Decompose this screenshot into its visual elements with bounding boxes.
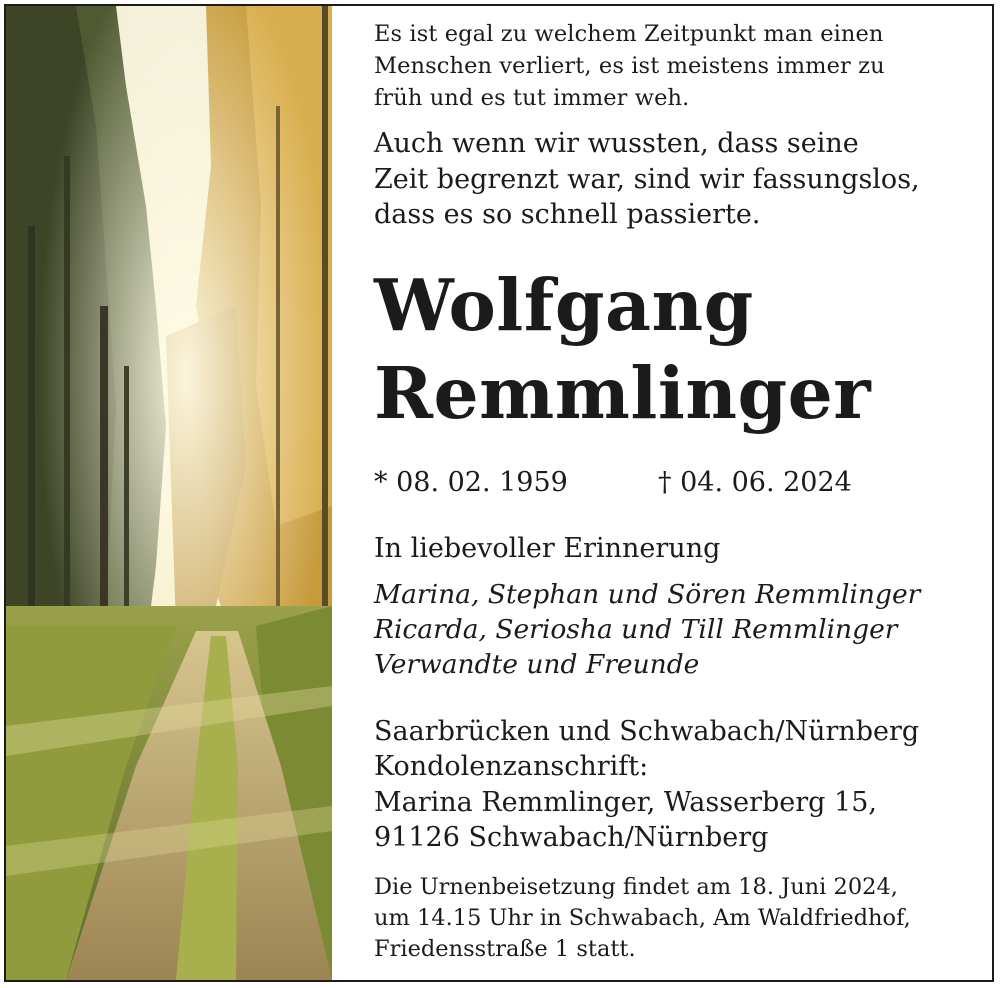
intro-line: dass es so schnell passierte. (374, 199, 761, 230)
last-name: Remmlinger (374, 350, 872, 435)
address-line: Saarbrücken und Schwabach/Nürnberg (374, 715, 920, 747)
quote-block (374, 18, 974, 114)
death-date: † 04. 06. 2024 (658, 466, 852, 498)
funeral-info (374, 872, 974, 965)
funeral-line: um 14.15 Uhr in Schwabach, Am Waldfriedhof, (374, 904, 911, 931)
obituary-text (374, 18, 974, 965)
obituary-frame (4, 4, 994, 982)
intro-line: Auch wenn wir wussten, dass seine (374, 128, 859, 159)
mourner-line: Verwandte und Freunde (374, 648, 700, 680)
life-dates (374, 463, 974, 503)
quote-line: Es ist egal zu welchem Zeitpunkt man einen (374, 21, 884, 47)
funeral-line: Die Urnenbeisetzung findet am 18. Juni 2024, (374, 873, 898, 900)
mourner-line: Ricarda, Seriosha und Till Remmlinger (374, 613, 898, 645)
address-block (374, 714, 974, 856)
forest-path-photo (6, 6, 332, 980)
mourners-list (374, 577, 974, 682)
quote-line: früh und es tut immer weh. (374, 85, 690, 111)
funeral-line: Friedensstraße 1 statt. (374, 935, 636, 962)
address-line: Marina Remmlinger, Wasserberg 15, (374, 786, 877, 818)
birth-date: * 08. 02. 1959 (374, 466, 568, 498)
intro-line: Zeit begrenzt war, sind wir fassungslos, (374, 163, 920, 195)
address-line: 91126 Schwabach/Nürnberg (374, 822, 769, 853)
deceased-name (374, 261, 974, 437)
forest-path-image (6, 6, 332, 980)
intro-block (374, 126, 974, 233)
first-name: Wolfgang (374, 262, 754, 347)
quote-line: Menschen verliert, es ist meistens immer zu (374, 53, 885, 79)
memory-text: In liebevoller Erinnerung (374, 532, 721, 564)
mourner-line: Marina, Stephan und Sören Remmlinger (374, 578, 921, 610)
address-line: Kondolenzanschrift: (374, 751, 649, 782)
